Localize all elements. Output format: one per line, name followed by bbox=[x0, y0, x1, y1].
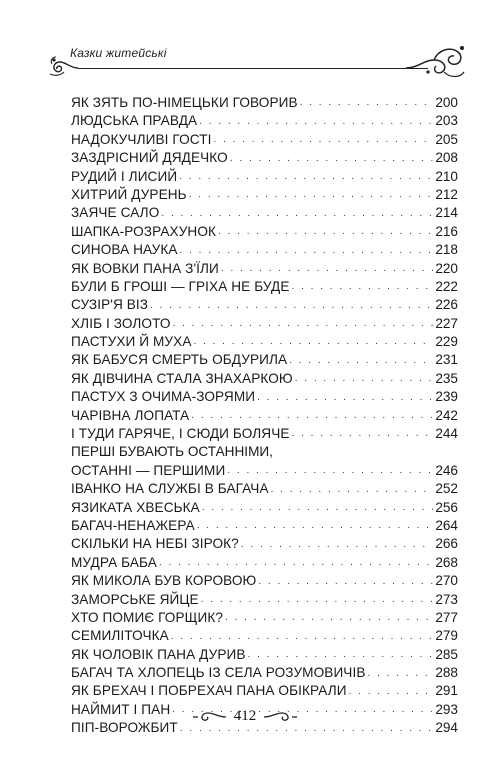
page-footer bbox=[0, 708, 490, 728]
toc-entry-title: БУЛИ Б ГРОШІ — ГРІХА НЕ БУДЕ bbox=[71, 278, 290, 294]
toc-entry bbox=[71, 554, 458, 572]
toc-entry-title: ПІП-ВОРОЖБИТ bbox=[71, 720, 178, 736]
toc-entry-page: 256 bbox=[435, 499, 458, 515]
toc-entry bbox=[71, 149, 458, 167]
toc-entry bbox=[71, 204, 458, 222]
header-rule bbox=[78, 68, 428, 69]
toc-entry-title: ЯК МИКОЛА БУВ КОРОВОЮ bbox=[71, 573, 257, 589]
toc-entry-page: 246 bbox=[435, 462, 458, 478]
toc-entry-page: 227 bbox=[435, 315, 458, 331]
toc-entry-page: 244 bbox=[435, 426, 458, 442]
toc-entry-title: ЯК ДІВЧИНА СТАЛА ЗНАХАРКОЮ bbox=[71, 370, 293, 386]
dot-leader bbox=[197, 519, 434, 535]
toc-entry bbox=[71, 664, 458, 682]
toc-entry-title: СУЗІР'Я ВІЗ bbox=[71, 297, 149, 313]
toc-entry-title: ЧАРІВНА ЛОПАТА bbox=[71, 407, 190, 423]
dot-leader bbox=[230, 152, 433, 168]
toc-entry-page: 214 bbox=[435, 205, 458, 221]
dot-leader bbox=[258, 575, 433, 591]
toc-entry bbox=[71, 407, 458, 425]
toc-entry-title: СИНОВА НАУКА bbox=[71, 242, 178, 258]
toc-entry bbox=[71, 131, 458, 149]
dot-leader bbox=[159, 556, 433, 572]
swirl-ornament-icon bbox=[192, 711, 228, 723]
toc-entry-page: 200 bbox=[435, 94, 458, 110]
dot-leader bbox=[150, 299, 433, 315]
dot-leader bbox=[173, 317, 434, 333]
toc-entry bbox=[71, 94, 458, 112]
toc-entry-title: ОСТАННІ — ПЕРШИМИ bbox=[71, 462, 226, 478]
toc-entry bbox=[71, 627, 458, 645]
toc-entry-page: 203 bbox=[435, 113, 458, 129]
toc-entry-title: ЯК БРЕХАЧ І ПОБРЕХАЧ ПАНА ОБІКРАЛИ bbox=[71, 683, 347, 699]
dot-leader bbox=[214, 133, 434, 149]
toc-entry-page: 279 bbox=[435, 628, 458, 644]
dot-leader bbox=[199, 115, 433, 131]
dot-leader bbox=[202, 501, 433, 517]
toc-entry bbox=[71, 499, 458, 517]
toc-entry-page: 231 bbox=[435, 352, 458, 368]
toc-entry-title: ШАПКА-РОЗРАХУНОК bbox=[71, 223, 217, 239]
toc-entry-page: 285 bbox=[435, 646, 458, 662]
toc-entry-page: 229 bbox=[435, 334, 458, 350]
toc-entry-page: 220 bbox=[435, 260, 458, 276]
toc-entry-title: ПАСТУХ З ОЧИМА-ЗОРЯМИ bbox=[71, 389, 256, 405]
toc-entry bbox=[71, 278, 458, 296]
toc-entry bbox=[71, 223, 458, 241]
toc-entry-page: 216 bbox=[435, 223, 458, 239]
toc-entry-title: ЗАЗДРІСНИЙ ДЯДЕЧКО bbox=[71, 150, 228, 166]
swirl-ornament-icon bbox=[262, 711, 298, 723]
page-number: 412 bbox=[233, 708, 257, 724]
toc-entry-page: 210 bbox=[435, 168, 458, 184]
dot-leader bbox=[194, 335, 434, 351]
running-header-title: Казки житейські bbox=[70, 46, 167, 60]
right-ornament-icon bbox=[404, 42, 468, 82]
toc-entry-title: СКІЛЬКИ НА НЕБІ ЗІРОК? bbox=[71, 536, 239, 552]
dot-leader bbox=[180, 244, 434, 260]
toc-entry-title: ІВАНКО НА СЛУЖБІ В БАГАЧА bbox=[71, 481, 269, 497]
toc-entry-title: БАГАЧ-НЕНАЖЕРА bbox=[71, 517, 195, 533]
dot-leader bbox=[221, 262, 433, 278]
toc-entry-title: НАЙМИТ І ПАН bbox=[71, 701, 171, 717]
dot-leader bbox=[191, 409, 433, 425]
dot-leader bbox=[241, 538, 433, 554]
dot-leader bbox=[201, 593, 434, 609]
toc-entry-page: 288 bbox=[435, 665, 458, 681]
toc-entry-page: 273 bbox=[435, 591, 458, 607]
toc-entry-title: СЕМИЛІТОЧКА bbox=[71, 628, 169, 644]
toc-entry-title: МУДРА БАБА bbox=[71, 554, 157, 570]
toc-entry bbox=[71, 646, 458, 664]
toc-entry-page: 294 bbox=[435, 720, 458, 736]
toc-entry bbox=[71, 260, 458, 278]
toc-entry-title: ХИТРИЙ ДУРЕНЬ bbox=[71, 186, 187, 202]
toc-entry-page: 291 bbox=[435, 683, 458, 699]
toc-entry bbox=[71, 315, 458, 333]
toc-entry bbox=[71, 112, 458, 130]
toc-entry bbox=[71, 462, 458, 480]
toc-entry bbox=[71, 572, 458, 590]
toc-entry-page: 239 bbox=[435, 389, 458, 405]
toc-entry-title: ПАСТУХИ Й МУХА bbox=[71, 334, 192, 350]
toc-entry-title: НАДОКУЧЛИВІ ГОСТІ bbox=[71, 131, 212, 147]
toc-entry bbox=[71, 480, 458, 498]
dot-leader bbox=[227, 464, 433, 480]
dot-leader bbox=[189, 188, 434, 204]
toc-entry-page: 268 bbox=[435, 554, 458, 570]
dot-leader bbox=[225, 611, 433, 627]
dot-leader bbox=[292, 280, 434, 296]
toc-entry bbox=[71, 333, 458, 351]
dot-leader bbox=[179, 170, 433, 186]
toc-entry-page: 218 bbox=[435, 242, 458, 258]
toc-entry-title: І ТУДИ ГАРЯЧЕ, І СЮДИ БОЛЯЧЕ bbox=[71, 426, 290, 442]
dot-leader bbox=[300, 96, 434, 112]
dot-leader bbox=[349, 685, 434, 701]
toc-entry-title: ЯК ЗЯТЬ ПО-НІМЕЦЬКИ ГОВОРИВ bbox=[71, 94, 298, 110]
toc-entry-page: 208 bbox=[435, 150, 458, 166]
dot-leader bbox=[295, 372, 434, 388]
toc-entry bbox=[71, 186, 458, 204]
toc-entry-title: ЯК БАБУСЯ СМЕРТЬ ОБДУРИЛА bbox=[71, 352, 288, 368]
toc-entry-title: РУДИЙ І ЛИСИЙ bbox=[71, 168, 178, 184]
toc-entry-title: ХЛІБ І ЗОЛОТО bbox=[71, 315, 171, 331]
toc-entry-page: 212 bbox=[435, 186, 458, 202]
dot-leader bbox=[271, 483, 434, 499]
toc-entry-first-line: ПЕРШІ БУВАЮТЬ ОСТАННІМИ, bbox=[71, 444, 273, 460]
toc-entry-page: 226 bbox=[435, 297, 458, 313]
toc-entry-page: 252 bbox=[435, 481, 458, 497]
toc-entry-page: 270 bbox=[435, 573, 458, 589]
left-ornament-icon bbox=[48, 52, 84, 78]
toc-entry-page: 205 bbox=[435, 131, 458, 147]
dot-leader bbox=[248, 648, 434, 664]
toc-entry-title: ЯК ЧОЛОВІК ПАНА ДУРИВ bbox=[71, 646, 246, 662]
toc-entry-title: ЛЮДСЬКА ПРАВДА bbox=[71, 113, 198, 129]
toc-entry bbox=[71, 591, 458, 609]
running-header bbox=[64, 42, 464, 82]
toc-entry bbox=[71, 241, 458, 259]
toc-entry-page: 264 bbox=[435, 517, 458, 533]
toc-entry-title: ЗАЯЧЕ САЛО bbox=[71, 205, 160, 221]
toc-entry bbox=[71, 351, 458, 369]
toc-entry bbox=[71, 370, 458, 388]
toc-entry-title: ЯЗИКАТА ХВЕСЬКА bbox=[71, 499, 200, 515]
toc-entry bbox=[71, 296, 458, 314]
toc-entry-page: 293 bbox=[435, 701, 458, 717]
toc-entry-page: 222 bbox=[435, 278, 458, 294]
dot-leader bbox=[257, 391, 433, 407]
toc-entry bbox=[71, 609, 458, 627]
toc-entry bbox=[71, 517, 458, 535]
toc-entry-page: 235 bbox=[435, 370, 458, 386]
toc-entry bbox=[71, 683, 458, 701]
dot-leader bbox=[218, 225, 433, 241]
dot-leader bbox=[171, 630, 434, 646]
toc-entry-title: БАГАЧ ТА ХЛОПЕЦЬ ІЗ СЕЛА РОЗУМОВИЧІВ bbox=[71, 665, 366, 681]
dot-leader bbox=[368, 667, 434, 683]
toc-entry bbox=[71, 535, 458, 553]
toc-entry-title: ЗАМОРСЬКЕ ЯЙЦЕ bbox=[71, 591, 199, 607]
toc-entry-title: ЯК ВОВКИ ПАНА З'ЇЛИ bbox=[71, 260, 219, 276]
toc-entry bbox=[71, 388, 458, 406]
toc-entry bbox=[71, 168, 458, 186]
toc-entry-page: 266 bbox=[435, 536, 458, 552]
dot-leader bbox=[289, 354, 433, 370]
dot-leader bbox=[161, 207, 433, 223]
toc-entry-title: ХТО ПОМИЄ ГОРЩИК? bbox=[71, 609, 224, 625]
toc-entry-page: 242 bbox=[435, 407, 458, 423]
table-of-contents bbox=[71, 94, 458, 738]
toc-entry bbox=[71, 425, 458, 443]
dot-leader bbox=[292, 427, 434, 443]
toc-entry-page: 277 bbox=[435, 609, 458, 625]
